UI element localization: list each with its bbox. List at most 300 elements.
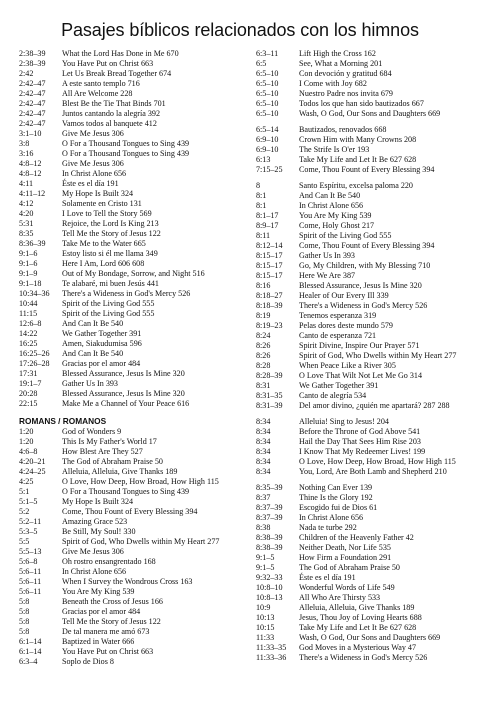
scripture-entry — [19, 617, 237, 627]
scripture-entry — [256, 301, 474, 311]
scripture-entry — [19, 79, 237, 89]
scripture-entry — [19, 309, 237, 319]
scripture-reference: 8:28–39 — [256, 371, 283, 380]
scripture-entry — [256, 653, 474, 663]
hymn-title: You Have Put on Christ 663 — [62, 647, 154, 656]
hymn-title: See, What a Morning 201 — [299, 59, 383, 68]
romans-continued-entry-list — [256, 49, 474, 663]
scripture-entry — [256, 251, 474, 261]
section-heading-romans: ROMANS / ROMANOS — [19, 416, 107, 426]
scripture-reference: 8:16 — [256, 281, 271, 290]
scripture-entry — [19, 547, 237, 557]
scripture-reference: 4:25 — [19, 477, 34, 486]
scripture-reference: 6:5–10 — [256, 69, 279, 78]
scripture-reference: 9:1–5 — [256, 553, 275, 562]
scripture-reference: 8:38–39 — [256, 533, 283, 542]
hymn-title: There's a Wideness in God's Mercy 526 — [62, 289, 191, 298]
scripture-entry — [19, 179, 237, 189]
hymn-title: And Can It Be 540 — [62, 319, 124, 328]
scripture-reference: 10:34–36 — [19, 289, 50, 298]
hymn-title: Oh rostro ensangrentado 168 — [62, 557, 156, 566]
hymn-title: Go, My Children, with My Blessing 710 — [299, 261, 431, 270]
hymn-title: Give Me Jesus 306 — [62, 129, 124, 138]
scripture-entry — [256, 503, 474, 513]
scripture-entry — [256, 201, 474, 211]
scripture-reference: 5:1–5 — [19, 497, 38, 506]
scripture-reference: 10:44 — [19, 299, 38, 308]
scripture-entry — [19, 269, 237, 279]
scripture-entry — [19, 627, 237, 637]
scripture-entry — [19, 487, 237, 497]
scripture-entry — [256, 191, 474, 201]
scripture-entry — [256, 145, 474, 155]
scripture-entry — [256, 361, 474, 371]
scripture-entry — [256, 99, 474, 109]
scripture-reference: 1:20 — [19, 437, 34, 446]
scripture-entry — [19, 507, 237, 517]
page-title: Pasajes bíblicos relacionados con los himnos — [61, 20, 419, 40]
scripture-reference: 8:12–14 — [256, 241, 283, 250]
scripture-reference: 8:34 — [256, 457, 271, 466]
hymn-title: Pelas dores deste mundo 579 — [299, 321, 393, 330]
scripture-entry — [19, 647, 237, 657]
scripture-reference: 4:8–12 — [19, 159, 42, 168]
scripture-reference: 11:33 — [256, 633, 275, 642]
scripture-reference: 8:35 — [19, 229, 34, 238]
scripture-entry — [256, 633, 474, 643]
hymn-title: Give Me Jesus 306 — [62, 547, 124, 556]
scripture-reference: 2:42–47 — [19, 89, 46, 98]
scripture-entry — [256, 351, 474, 361]
scripture-reference: 6:3–4 — [19, 657, 38, 666]
hymn-title: Spirit of God, Who Dwells within My Heart 277 — [62, 537, 220, 546]
scripture-entry — [19, 199, 237, 209]
scripture-entry — [256, 89, 474, 99]
hymn-title: Gracias por el amor 484 — [62, 607, 141, 616]
scripture-reference: 3:1–10 — [19, 129, 42, 138]
hymn-title: Solamente en Cristo 131 — [62, 199, 142, 208]
scripture-reference: 3:8 — [19, 139, 30, 148]
hymn-title: The God of Abraham Praise 50 — [62, 457, 163, 466]
scripture-entry — [19, 299, 237, 309]
scripture-reference: 5:6–11 — [19, 577, 42, 586]
hymn-title: Santo Espíritu, excelsa paloma 220 — [299, 181, 413, 190]
scripture-entry — [19, 637, 237, 647]
scripture-reference: 4:12 — [19, 199, 34, 208]
scripture-reference: 6:5 — [256, 59, 267, 68]
scripture-reference: 5:5 — [19, 537, 30, 546]
scripture-entry — [19, 329, 237, 339]
scripture-entry — [19, 497, 237, 507]
hymn-title: Hail the Day That Sees Him Rise 203 — [299, 437, 421, 446]
hymn-title: I Love to Tell the Story 569 — [62, 209, 152, 218]
scripture-reference: 8:15–17 — [256, 271, 283, 280]
hymn-title: The God of Abraham Praise 50 — [299, 563, 400, 572]
scripture-entry — [256, 437, 474, 447]
hymn-title: Alleluia! Sing to Jesus! 204 — [299, 417, 389, 426]
scripture-reference: 8:31–39 — [256, 401, 283, 410]
scripture-entry — [256, 563, 474, 573]
scripture-reference: 10:9 — [256, 603, 271, 612]
hymn-title: Before the Throne of God Above 541 — [299, 427, 421, 436]
hymn-title: Take My Life and Let It Be 627 628 — [299, 623, 417, 632]
scripture-reference: 8:31 — [256, 381, 271, 390]
scripture-entry — [19, 657, 237, 667]
hymn-title: How Firm a Foundation 291 — [299, 553, 392, 562]
scripture-reference: 5:31 — [19, 219, 34, 228]
scripture-reference: 8:28 — [256, 361, 271, 370]
scripture-entry — [256, 271, 474, 281]
hymn-title: O Love That Wilt Not Let Me Go 314 — [299, 371, 423, 380]
scripture-reference: 5:8 — [19, 597, 30, 606]
right-column — [256, 49, 474, 663]
hymn-title: Rejoice, the Lord Is King 213 — [62, 219, 159, 228]
left-column — [19, 49, 237, 667]
hymn-title: Te alabaré, mi buen Jesús 441 — [62, 279, 159, 288]
scripture-reference: 20:28 — [19, 389, 38, 398]
scripture-entry — [19, 349, 237, 359]
hymn-title: Éste es el día 191 — [62, 179, 119, 188]
scripture-entry — [256, 523, 474, 533]
scripture-reference: 4:20 — [19, 209, 34, 218]
scripture-reference: 6:1–14 — [19, 637, 42, 646]
hymn-title: This Is My Father's World 17 — [62, 437, 157, 446]
hymn-title: Children of the Heavenly Father 42 — [299, 533, 414, 542]
scripture-reference: 8:37–39 — [256, 513, 283, 522]
scripture-entry — [19, 577, 237, 587]
hymn-title: Spirit of the Living God 555 — [62, 309, 155, 318]
scripture-reference: 8:1–17 — [256, 211, 279, 220]
hymn-title: Vamos todos al banquete 412 — [62, 119, 157, 128]
scripture-reference: 2:38–39 — [19, 49, 46, 58]
scripture-reference: 5:1 — [19, 487, 30, 496]
scripture-entry — [256, 391, 474, 401]
scripture-reference: 11:15 — [19, 309, 38, 318]
scripture-reference: 8:24 — [256, 331, 271, 340]
scripture-entry — [19, 467, 237, 477]
hymn-title: In Christ Alone 656 — [62, 169, 127, 178]
scripture-entry — [19, 399, 237, 409]
scripture-entry — [19, 109, 237, 119]
scripture-entry — [19, 159, 237, 169]
scripture-reference: 8:11 — [256, 231, 271, 240]
hymn-title: You, Lord, Are Both Lamb and Shepherd 210 — [299, 467, 447, 476]
hymn-title: The Strife Is O'er 193 — [299, 145, 370, 154]
scripture-reference: 8:9–17 — [256, 221, 279, 230]
hymn-title: O Love, How Deep, How Broad, How High 115 — [299, 457, 456, 466]
hymn-title: Out of My Bondage, Sorrow, and Night 516 — [62, 269, 205, 278]
scripture-reference: 16:25–26 — [19, 349, 50, 358]
hymn-title: Spirit of God, Who Dwells within My Heart 277 — [299, 351, 457, 360]
hymn-title: Del amor divino, ¿quién me apartará? 287 288 — [299, 401, 450, 410]
hymn-title: O For a Thousand Tongues to Sing 439 — [62, 487, 190, 496]
scripture-reference: 6:5–10 — [256, 99, 279, 108]
scripture-entry — [19, 427, 237, 437]
scripture-entry — [19, 89, 237, 99]
hymn-title: And Can It Be 540 — [62, 349, 124, 358]
scripture-reference: 4:6–8 — [19, 447, 38, 456]
scripture-reference: 9:1–5 — [256, 563, 275, 572]
hymn-title: Be Still, My Soul! 330 — [62, 527, 136, 536]
scripture-reference: 9:1–18 — [19, 279, 42, 288]
scripture-entry — [19, 447, 237, 457]
scripture-entry — [19, 249, 237, 259]
scripture-reference: 8:19–23 — [256, 321, 283, 330]
scripture-entry — [19, 587, 237, 597]
hymn-title: Con devoción y gratitud 684 — [299, 69, 392, 78]
scripture-entry — [19, 59, 237, 69]
scripture-entry — [19, 607, 237, 617]
hymn-title: Tenemos esperanza 319 — [299, 311, 377, 320]
hymn-title: Blessed Assurance, Jesus Is Mine 320 — [299, 281, 422, 290]
scripture-entry — [256, 49, 474, 59]
hymn-title: Give Me Jesus 306 — [62, 159, 124, 168]
hymn-title: How Blest Are They 527 — [62, 447, 143, 456]
hymn-title: Tell Me the Story of Jesus 122 — [62, 617, 161, 626]
hymn-title: We Gather Together 391 — [62, 329, 142, 338]
hymn-title: Spirit Divine, Inspire Our Prayer 571 — [299, 341, 420, 350]
scripture-entry — [256, 59, 474, 69]
scripture-reference: 8:26 — [256, 341, 271, 350]
hymn-title: Juntos cantando la alegría 392 — [62, 109, 160, 118]
scripture-entry — [19, 597, 237, 607]
scripture-reference: 6:13 — [256, 155, 271, 164]
hymn-title: In Christ Alone 656 — [299, 513, 364, 522]
hymn-title: Come, Thou Fount of Every Blessing 394 — [299, 241, 435, 250]
scripture-reference: 8:36–39 — [19, 239, 46, 248]
hymn-title: Baptized in Water 666 — [62, 637, 135, 646]
scripture-entry — [19, 369, 237, 379]
scripture-entry — [256, 381, 474, 391]
hymn-title: Healer of Our Every Ill 339 — [299, 291, 389, 300]
scripture-reference: 3:16 — [19, 149, 34, 158]
hymn-title: Here I Am, Lord 606 608 — [62, 259, 145, 268]
hymn-title: Blest Be the Tie That Binds 701 — [62, 99, 166, 108]
scripture-entry — [256, 447, 474, 457]
scripture-reference: 8:1 — [256, 201, 267, 210]
hymn-title: Take My Life and Let It Be 627 628 — [299, 155, 417, 164]
scripture-reference: 17:26–28 — [19, 359, 50, 368]
hymn-title: Estoy listo si él me llama 349 — [62, 249, 158, 258]
hymn-title: In Christ Alone 656 — [62, 567, 127, 576]
scripture-reference: 9:32–33 — [256, 573, 283, 582]
hymn-title: Thine Is the Glory 192 — [299, 493, 373, 502]
hymn-title: Take Me to the Water 665 — [62, 239, 146, 248]
scripture-entry — [256, 401, 474, 411]
scripture-reference: 19:1–7 — [19, 379, 42, 388]
scripture-entry — [19, 99, 237, 109]
scripture-entry — [19, 229, 237, 239]
hymn-title: When I Survey the Wondrous Cross 163 — [62, 577, 193, 586]
scripture-reference: 5:6–11 — [19, 587, 42, 596]
scripture-reference: 10:13 — [256, 613, 275, 622]
scripture-reference: 5:8 — [19, 607, 30, 616]
scripture-reference: 8:38–39 — [256, 543, 283, 552]
hymn-title: When Peace Like a River 305 — [299, 361, 396, 370]
scripture-entry — [19, 149, 237, 159]
scripture-reference: 10:8–10 — [256, 583, 283, 592]
scripture-reference: 5:8 — [19, 627, 30, 636]
hymn-title: Éste es el día 191 — [299, 573, 356, 582]
hymn-title: God Moves in a Mysterious Way 47 — [299, 643, 416, 652]
scripture-reference: 6:5–14 — [256, 125, 279, 134]
hymn-title: Alleluia, Alleluia, Give Thanks 189 — [62, 467, 178, 476]
scripture-reference: 6:3–11 — [256, 49, 279, 58]
scripture-reference: 5:6–8 — [19, 557, 38, 566]
hymn-title: Make Me a Channel of Your Peace 616 — [62, 399, 190, 408]
hymn-title: Blessed Assurance, Jesus Is Mine 320 — [62, 369, 185, 378]
scripture-entry — [19, 379, 237, 389]
hymn-title: O For a Thousand Tongues to Sing 439 — [62, 149, 190, 158]
hymn-title: Alleluia, Alleluia, Give Thanks 189 — [299, 603, 415, 612]
scripture-reference: 7:15–25 — [256, 165, 283, 174]
hymn-title: Tell Me the Story of Jesus 122 — [62, 229, 161, 238]
scripture-reference: 8:1 — [256, 191, 267, 200]
hymn-title: Spirit of the Living God 555 — [299, 231, 392, 240]
scripture-entry — [19, 119, 237, 129]
scripture-entry — [19, 239, 237, 249]
scripture-entry — [256, 135, 474, 145]
scripture-reference: 8:34 — [256, 427, 271, 436]
hymn-title: Gather Us In 393 — [62, 379, 118, 388]
scripture-reference: 12:6–8 — [19, 319, 42, 328]
scripture-reference: 4:8–12 — [19, 169, 42, 178]
scripture-reference: 8:35–39 — [256, 483, 283, 492]
scripture-entry — [256, 417, 474, 427]
scripture-reference: 8:34 — [256, 467, 271, 476]
scripture-reference: 4:20–21 — [19, 457, 46, 466]
scripture-entry — [19, 189, 237, 199]
scripture-entry — [19, 389, 237, 399]
hymn-title: Here We Are 387 — [299, 271, 356, 280]
scripture-reference: 5:6–11 — [19, 567, 42, 576]
scripture-entry — [256, 79, 474, 89]
scripture-entry — [19, 537, 237, 547]
hymn-title: Wonderful Words of Life 549 — [299, 583, 395, 592]
scripture-entry — [19, 139, 237, 149]
hymn-title: Nada te turbe 292 — [299, 523, 357, 532]
scripture-reference: 5:2–11 — [19, 517, 42, 526]
scripture-reference: 6:9–10 — [256, 135, 279, 144]
scripture-reference: 9:1–6 — [19, 249, 38, 258]
hymn-title: Come, Thou Fount of Every Blessing 394 — [299, 165, 435, 174]
hymn-title: I Come with Joy 682 — [299, 79, 367, 88]
scripture-reference: 2:42–47 — [19, 99, 46, 108]
hymn-title: My Hope Is Built 324 — [62, 189, 134, 198]
scripture-entry — [19, 69, 237, 79]
scripture-entry — [256, 341, 474, 351]
hymn-title: Canto de esperanza 721 — [299, 331, 377, 340]
scripture-reference: 5:3–5 — [19, 527, 38, 536]
scripture-entry — [19, 359, 237, 369]
scripture-entry — [256, 165, 474, 175]
hymn-title: I Know That My Redeemer Lives! 199 — [299, 447, 426, 456]
hymn-title: Lift High the Cross 162 — [299, 49, 376, 58]
scripture-entry — [256, 643, 474, 653]
scripture-reference: 6:1–14 — [19, 647, 42, 656]
scripture-reference: 8:18–27 — [256, 291, 283, 300]
scripture-entry — [256, 483, 474, 493]
scripture-entry — [256, 291, 474, 301]
hymn-title: You Are My King 539 — [299, 211, 372, 220]
scripture-reference: 6:9–10 — [256, 145, 279, 154]
scripture-reference: 10:15 — [256, 623, 275, 632]
hymn-title: Spirit of the Living God 555 — [62, 299, 155, 308]
scripture-reference: 9:1–9 — [19, 269, 38, 278]
scripture-entry — [19, 279, 237, 289]
hymn-title: A este santo templo 716 — [62, 79, 140, 88]
scripture-entry — [19, 49, 237, 59]
hymn-title: Nuestro Padre nos invita 679 — [299, 89, 393, 98]
scripture-reference: 6:5–10 — [256, 89, 279, 98]
hymn-title: All Who Are Thirsty 533 — [299, 593, 381, 602]
hymn-title: Soplo de Dios 8 — [62, 657, 114, 666]
hymn-title: Come, Thou Fount of Every Blessing 394 — [62, 507, 198, 516]
hymn-title: O Love, How Deep, How Broad, How High 115 — [62, 477, 219, 486]
hymn-title: You Are My King 539 — [62, 587, 135, 596]
hymn-title: Gather Us In 393 — [299, 251, 355, 260]
scripture-reference: 22:15 — [19, 399, 38, 408]
scripture-entry — [19, 517, 237, 527]
scripture-reference: 11:33–35 — [256, 643, 287, 652]
scripture-entry — [19, 319, 237, 329]
scripture-reference: 5:2 — [19, 507, 30, 516]
scripture-entry — [19, 169, 237, 179]
scripture-entry — [256, 513, 474, 523]
scripture-reference: 2:42–47 — [19, 119, 46, 128]
scripture-reference: 8:37–39 — [256, 503, 283, 512]
hymn-title: You Have Put on Christ 663 — [62, 59, 154, 68]
hymn-title: Blessed Assurance, Jesus Is Mine 320 — [62, 389, 185, 398]
scripture-entry — [19, 527, 237, 537]
scripture-entry — [256, 553, 474, 563]
hymn-title: In Christ Alone 656 — [299, 201, 364, 210]
scripture-reference: 2:42 — [19, 69, 34, 78]
hymn-title: Escogido fui de Dios 61 — [299, 503, 378, 512]
scripture-entry — [256, 311, 474, 321]
scripture-reference: 8:37 — [256, 493, 271, 502]
hymn-title: Canto de alegría 534 — [299, 391, 367, 400]
scripture-reference: 8:34 — [256, 417, 271, 426]
scripture-entry — [256, 583, 474, 593]
hymn-title: My Hope Is Built 324 — [62, 497, 134, 506]
hymn-title: Jesus, Thou Joy of Loving Hearts 688 — [299, 613, 422, 622]
scripture-entry — [256, 211, 474, 221]
scripture-entry — [19, 209, 237, 219]
hymn-title: Wash, O God, Our Sons and Daughters 669 — [299, 109, 441, 118]
scripture-entry — [256, 613, 474, 623]
scripture-entry — [19, 289, 237, 299]
scripture-reference: 8:26 — [256, 351, 271, 360]
scripture-entry — [256, 427, 474, 437]
scripture-entry — [256, 623, 474, 633]
scripture-reference: 2:38–39 — [19, 59, 46, 68]
scripture-reference: 10:8–13 — [256, 593, 283, 602]
scripture-reference: 4:24–25 — [19, 467, 46, 476]
scripture-reference: 6:5–10 — [256, 109, 279, 118]
scripture-reference: 8:19 — [256, 311, 271, 320]
scripture-reference: 2:42–47 — [19, 109, 46, 118]
scripture-entry — [256, 371, 474, 381]
hymn-title: Todos los que han sido bautizados 667 — [299, 99, 424, 108]
scripture-entry — [256, 69, 474, 79]
scripture-entry — [256, 331, 474, 341]
scripture-entry — [256, 321, 474, 331]
scripture-entry — [256, 281, 474, 291]
hymn-title: Crown Him with Many Crowns 208 — [299, 135, 417, 144]
hymn-title: Amazing Grace 523 — [62, 517, 128, 526]
scripture-reference: 6:5–10 — [256, 79, 279, 88]
